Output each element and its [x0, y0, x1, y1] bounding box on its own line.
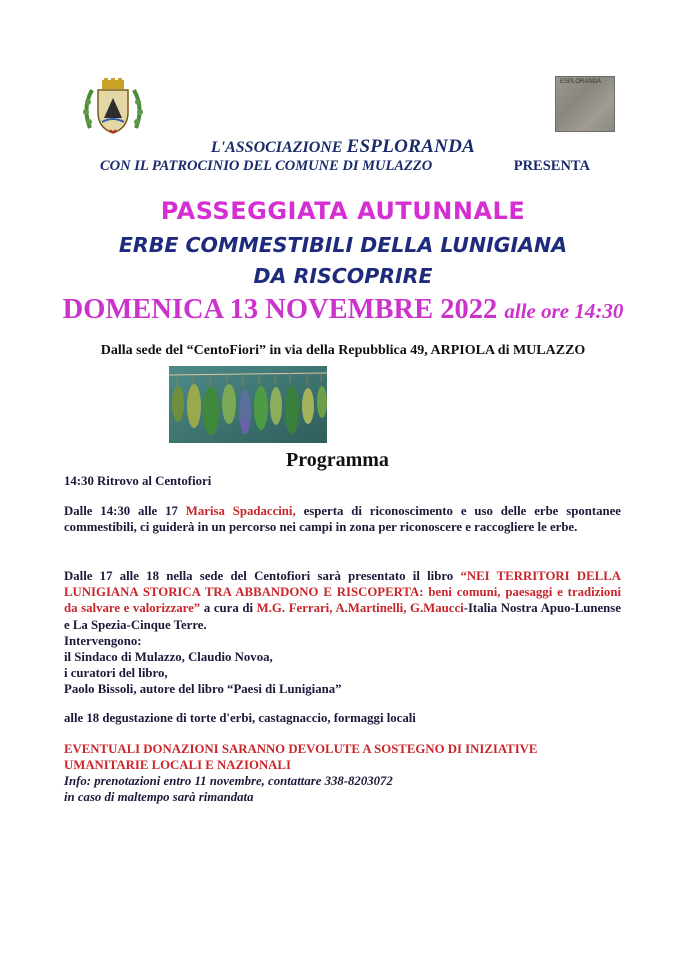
program-item-2-rest: esperta di riconoscimento e uso delle erbe spontanee commestibili, ci guiderà in un percorso nei campi in zona per riconoscere e raccogliere le erbe.	[64, 504, 621, 535]
program-item-2-prefix: Dalle 14:30 alle 17	[64, 504, 178, 518]
event-venue: Dalla sede del “CentoFiori” in via della Repubblica 49, ARPIOLA di MULAZZO	[100, 343, 586, 358]
program-item-3-prefix: Dalle 17 alle 18 nella sede del Centofiori sarà presentato il libro	[64, 569, 454, 583]
speaker-3: Paolo Bissoli, autore del libro “Paesi di Lunigiana”	[64, 682, 342, 697]
event-subtitle-1: ERBE COMMESTIBILI DELLA LUNIGIANA	[118, 233, 568, 257]
logo-text: ESPLORANDA	[560, 79, 602, 85]
association-line	[0, 136, 686, 158]
event-title: PASSEGGIATA AUTUNNALE	[160, 197, 526, 225]
event-time: alle ore 14:30	[504, 299, 624, 323]
program-item-3-book: “NEI TERRITORI DELLA LUNIGIANA STORICA TRA ABBANDONO E RISCOPERTA:	[64, 569, 621, 600]
patronage-line	[100, 158, 590, 175]
info-block	[64, 773, 621, 805]
booking-info: Info: prenotazioni entro 11 novembre, contattare 338-8203072	[64, 774, 393, 788]
event-subtitle-2: DA RISCOPRIRE	[253, 264, 433, 288]
program-item-3-suffix: -Italia Nostra Apuo-Lunense e La Spezia-Cinque Terre.	[64, 601, 621, 632]
donations-notice: EVENTUALI DONAZIONI SARANNO DEVOLUTE A SOSTEGNO DI INIZIATIVE UMANITARIE LOCALI E NAZIONALI	[64, 742, 538, 773]
program-item-3	[64, 568, 621, 698]
program-item-3-curators: M.G. Ferrari, A.Martinelli, G.Maucci	[256, 601, 464, 616]
program-item-3-book-sub: beni comuni, paesaggi e tradizioni da salvare e valorizzare”	[64, 585, 621, 616]
speaker-1: il Sindaco di Mulazzo, Claudio Novoa,	[64, 650, 273, 665]
program-title: Programma	[286, 449, 389, 471]
event-date-line	[0, 294, 686, 326]
speakers-title: Intervengono:	[64, 633, 142, 648]
municipal-crest-icon	[80, 78, 146, 136]
event-date: DOMENICA 13 NOVEMBRE 2022	[62, 294, 498, 325]
weather-note: in caso di maltempo sarà rimandata	[64, 790, 254, 805]
esploranda-logo	[555, 76, 615, 132]
program-item-2-guide: Marisa Spadaccini,	[185, 504, 296, 518]
program-item-1: 14:30 Ritrovo al Centofiori	[64, 474, 212, 488]
speaker-2: i curatori del libro,	[64, 666, 168, 681]
assoc-name: ESPLORANDA	[346, 136, 476, 157]
program-item-4: alle 18 degustazione di torte d'erbi, castagnaccio, formaggi locali	[64, 711, 416, 725]
presents-text: PRESENTA	[513, 158, 590, 174]
patronage-text: CON IL PATROCINIO DEL COMUNE DI MULAZZO	[100, 158, 433, 174]
program-item-2	[64, 503, 621, 535]
assoc-prefix: L'ASSOCIAZIONE	[210, 139, 343, 156]
herbs-photo	[169, 366, 327, 443]
program-item-3-curated-prefix: a cura di	[203, 601, 254, 616]
